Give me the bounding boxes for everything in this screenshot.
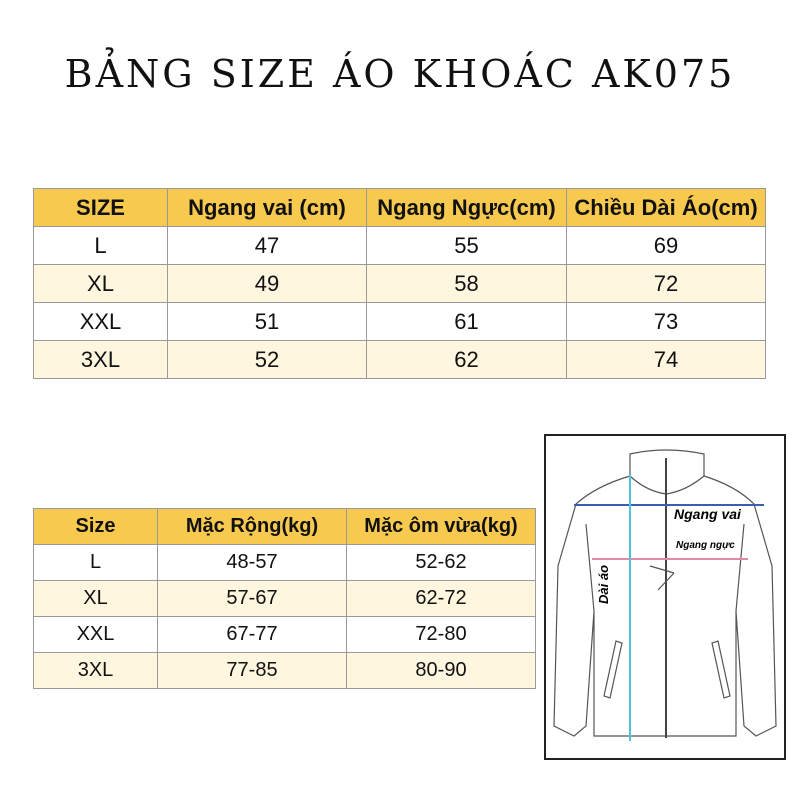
cell: 3XL [34,653,158,689]
table-header [34,189,766,227]
table-row [34,265,766,303]
cell: L [34,227,168,265]
cell: 77-85 [158,653,347,689]
header-cell: Mặc ôm vừa(kg) [347,509,536,545]
cell: 52 [168,341,367,379]
cell: 74 [567,341,766,379]
cell: L [34,545,158,581]
table-header [34,509,536,545]
table-row [34,303,766,341]
cell: 49 [168,265,367,303]
cell: XL [34,581,158,617]
cell: 62 [367,341,567,379]
cell: 47 [168,227,367,265]
cell: 69 [567,227,766,265]
header-cell: SIZE [34,189,168,227]
page-title: BẢNG SIZE ÁO KHOÁC AK075 [64,52,736,96]
cell: 67-77 [158,617,347,653]
table-row [34,227,766,265]
cell: XXL [34,303,168,341]
chest-label: Ngang ngực [676,540,735,551]
jacket-diagram [544,434,786,760]
weight-table [33,508,536,689]
cell: 72 [567,265,766,303]
header-cell: Size [34,509,158,545]
cell: XXL [34,617,158,653]
header-cell: Ngang Ngực(cm) [367,189,567,227]
header-cell: Ngang vai (cm) [168,189,367,227]
cell: 73 [567,303,766,341]
cell: 58 [367,265,567,303]
cell: 72-80 [347,617,536,653]
table-row [34,617,536,653]
measurement-table [33,188,766,379]
cell: 51 [168,303,367,341]
cell: 57-67 [158,581,347,617]
cell: 3XL [34,341,168,379]
header-cell: Mặc Rộng(kg) [158,509,347,545]
table-row [34,341,766,379]
cell: 61 [367,303,567,341]
jacket-icon [546,436,784,758]
cell: 80-90 [347,653,536,689]
cell: 62-72 [347,581,536,617]
shoulder-label: Ngang vai [674,506,741,522]
cell: 55 [367,227,567,265]
cell: 48-57 [158,545,347,581]
cell: XL [34,265,168,303]
header-cell: Chiều Dài Áo(cm) [567,189,766,227]
table-row [34,653,536,689]
table-row [34,581,536,617]
cell: 52-62 [347,545,536,581]
table-row [34,545,536,581]
length-label: Dài áo [596,564,611,604]
